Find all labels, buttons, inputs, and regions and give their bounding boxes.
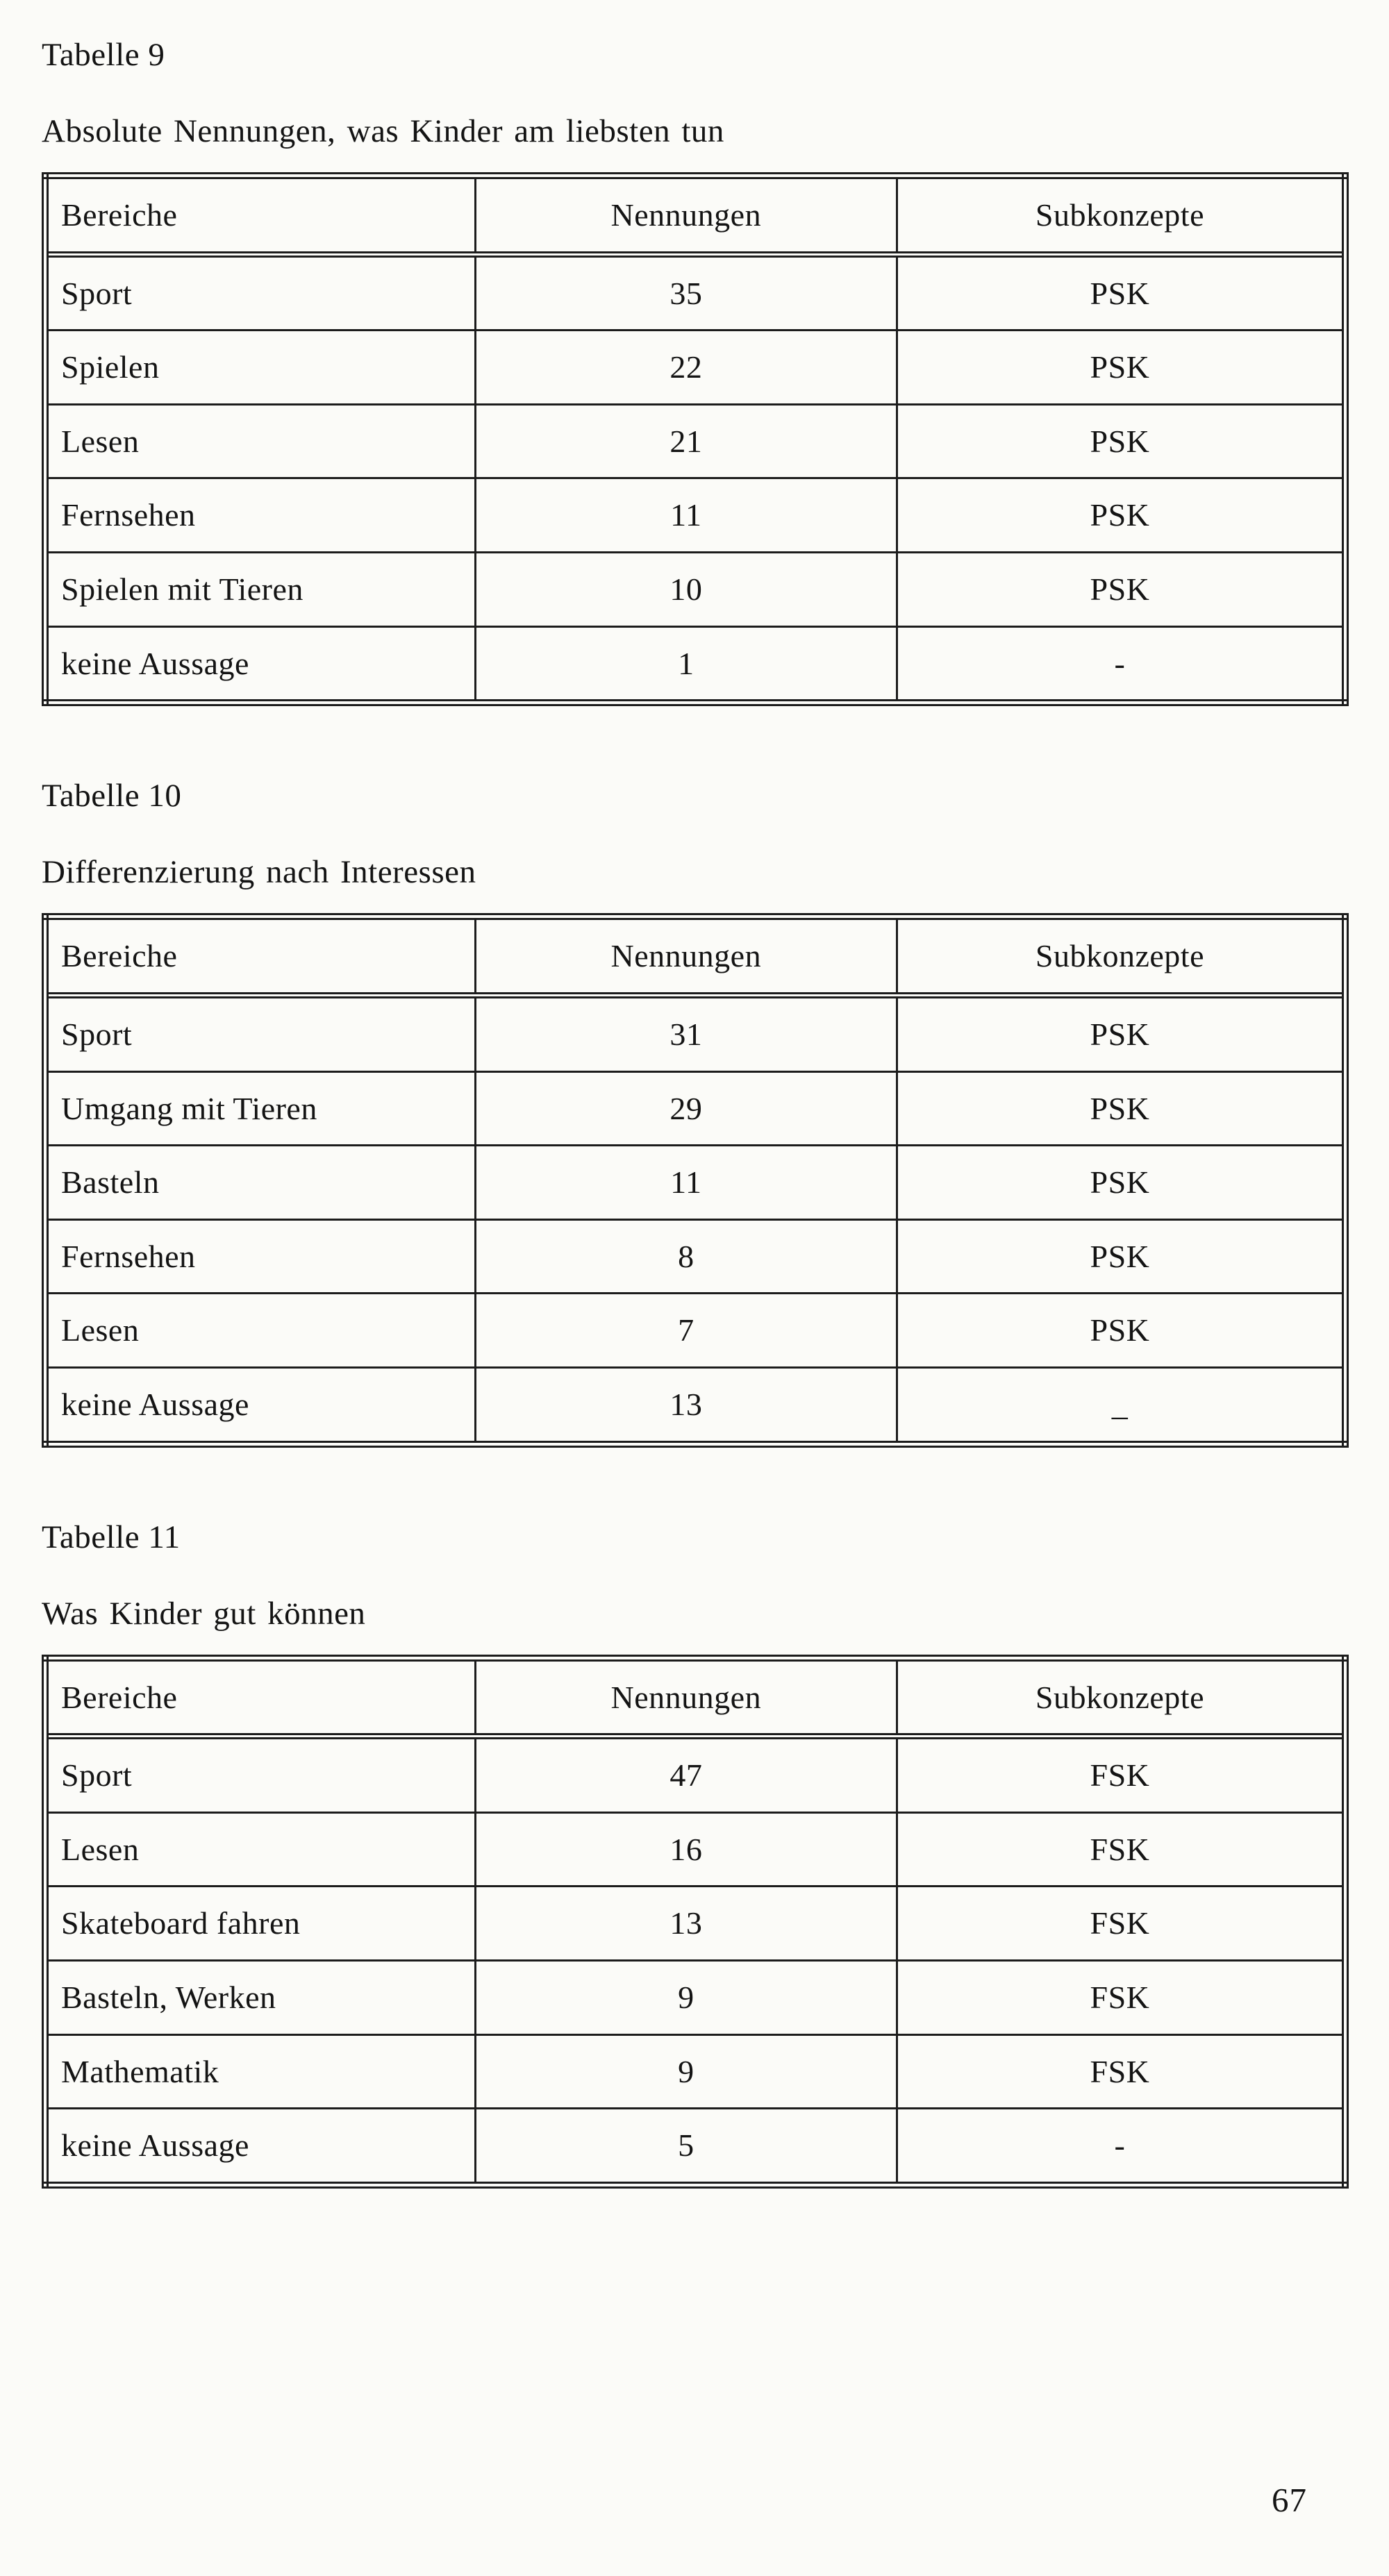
table-cell: Skateboard fahren bbox=[45, 1887, 475, 1961]
table-cell: 1 bbox=[475, 626, 897, 703]
table-row bbox=[45, 1887, 1345, 1961]
table-row bbox=[45, 1960, 1345, 2034]
table-cell: Sport bbox=[45, 1737, 475, 1813]
table-cell: Sport bbox=[45, 995, 475, 1071]
table-row bbox=[45, 1219, 1345, 1294]
table-cell: FSK bbox=[897, 1960, 1345, 2034]
table-label: Tabelle 9 bbox=[42, 37, 165, 73]
table-row bbox=[45, 1294, 1345, 1368]
table-row bbox=[45, 1146, 1345, 1220]
table-caption: Was Kinder gut können bbox=[42, 1595, 366, 1632]
table-caption: Absolute Nennungen, was Kinder am liebsten tun bbox=[42, 113, 724, 150]
column-header: Subkonzepte bbox=[897, 176, 1345, 254]
table-row bbox=[45, 995, 1345, 1071]
table-label: Tabelle 10 bbox=[42, 778, 182, 814]
table-cell: Sport bbox=[45, 254, 475, 331]
table-row bbox=[45, 331, 1345, 405]
table-cell: FSK bbox=[897, 1812, 1345, 1887]
table-cell: keine Aussage bbox=[45, 2109, 475, 2185]
data-table bbox=[42, 1655, 1349, 2189]
table-cell: FSK bbox=[897, 1887, 1345, 1961]
table-label: Tabelle 11 bbox=[42, 1519, 181, 1555]
data-table bbox=[42, 172, 1349, 706]
table-row bbox=[45, 626, 1345, 703]
table-cell: 13 bbox=[475, 1367, 897, 1444]
table-cell: Lesen bbox=[45, 1294, 475, 1368]
table-cell: 22 bbox=[475, 331, 897, 405]
table-row bbox=[45, 2034, 1345, 2109]
column-header: Subkonzepte bbox=[897, 1658, 1345, 1737]
table-cell: Spielen bbox=[45, 331, 475, 405]
table-cell: Fernsehen bbox=[45, 1219, 475, 1294]
table-cell: PSK bbox=[897, 1219, 1345, 1294]
table-cell: 10 bbox=[475, 553, 897, 627]
table-cell: - bbox=[897, 626, 1345, 703]
header-row bbox=[45, 1658, 1345, 1737]
table-section-10 bbox=[42, 777, 1349, 1447]
table-cell: 29 bbox=[475, 1071, 897, 1146]
table-cell: - bbox=[897, 2109, 1345, 2185]
table-row bbox=[45, 254, 1345, 331]
table-row bbox=[45, 404, 1345, 478]
table-cell: PSK bbox=[897, 331, 1345, 405]
table-cell: 5 bbox=[475, 2109, 897, 2185]
header-row bbox=[45, 176, 1345, 254]
table-row bbox=[45, 478, 1345, 553]
table-cell: 35 bbox=[475, 254, 897, 331]
table-cell: PSK bbox=[897, 1294, 1345, 1368]
table-cell: Umgang mit Tieren bbox=[45, 1071, 475, 1146]
header-row bbox=[45, 917, 1345, 995]
table-row bbox=[45, 2109, 1345, 2185]
table-cell: Basteln bbox=[45, 1146, 475, 1220]
page-number: 67 bbox=[1272, 2481, 1307, 2519]
table-cell: keine Aussage bbox=[45, 1367, 475, 1444]
document-page bbox=[42, 36, 1349, 2519]
table-cell: keine Aussage bbox=[45, 626, 475, 703]
table-row bbox=[45, 1071, 1345, 1146]
column-header: Subkonzepte bbox=[897, 917, 1345, 995]
table-cell: PSK bbox=[897, 254, 1345, 331]
column-header: Bereiche bbox=[45, 1658, 475, 1737]
table-cell: PSK bbox=[897, 478, 1345, 553]
table-cell: 9 bbox=[475, 2034, 897, 2109]
table-row bbox=[45, 553, 1345, 627]
table-row bbox=[45, 1737, 1345, 1813]
column-header: Bereiche bbox=[45, 917, 475, 995]
table-cell: 13 bbox=[475, 1887, 897, 1961]
table-cell: PSK bbox=[897, 404, 1345, 478]
table-cell: Lesen bbox=[45, 404, 475, 478]
table-cell: FSK bbox=[897, 2034, 1345, 2109]
table-cell: Spielen mit Tieren bbox=[45, 553, 475, 627]
table-cell: Mathematik bbox=[45, 2034, 475, 2109]
table-cell: 31 bbox=[475, 995, 897, 1071]
table-row bbox=[45, 1367, 1345, 1444]
table-cell: Lesen bbox=[45, 1812, 475, 1887]
column-header: Nennungen bbox=[475, 1658, 897, 1737]
column-header: Bereiche bbox=[45, 176, 475, 254]
data-table bbox=[42, 913, 1349, 1447]
table-cell: PSK bbox=[897, 995, 1345, 1071]
table-section-11 bbox=[42, 1519, 1349, 2189]
table-cell: Basteln, Werken bbox=[45, 1960, 475, 2034]
table-cell: 11 bbox=[475, 478, 897, 553]
table-cell: PSK bbox=[897, 1146, 1345, 1220]
table-cell: Fernsehen bbox=[45, 478, 475, 553]
column-header: Nennungen bbox=[475, 176, 897, 254]
table-caption: Differenzierung nach Interessen bbox=[42, 854, 476, 891]
table-cell: 47 bbox=[475, 1737, 897, 1813]
column-header: Nennungen bbox=[475, 917, 897, 995]
table-cell: 21 bbox=[475, 404, 897, 478]
table-cell: 8 bbox=[475, 1219, 897, 1294]
table-cell: 9 bbox=[475, 1960, 897, 2034]
table-section-9 bbox=[42, 36, 1349, 706]
table-cell: 11 bbox=[475, 1146, 897, 1220]
table-cell: FSK bbox=[897, 1737, 1345, 1813]
table-row bbox=[45, 1812, 1345, 1887]
table-cell: PSK bbox=[897, 1071, 1345, 1146]
table-cell: 7 bbox=[475, 1294, 897, 1368]
table-cell: _ bbox=[897, 1367, 1345, 1444]
table-cell: 16 bbox=[475, 1812, 897, 1887]
table-cell: PSK bbox=[897, 553, 1345, 627]
